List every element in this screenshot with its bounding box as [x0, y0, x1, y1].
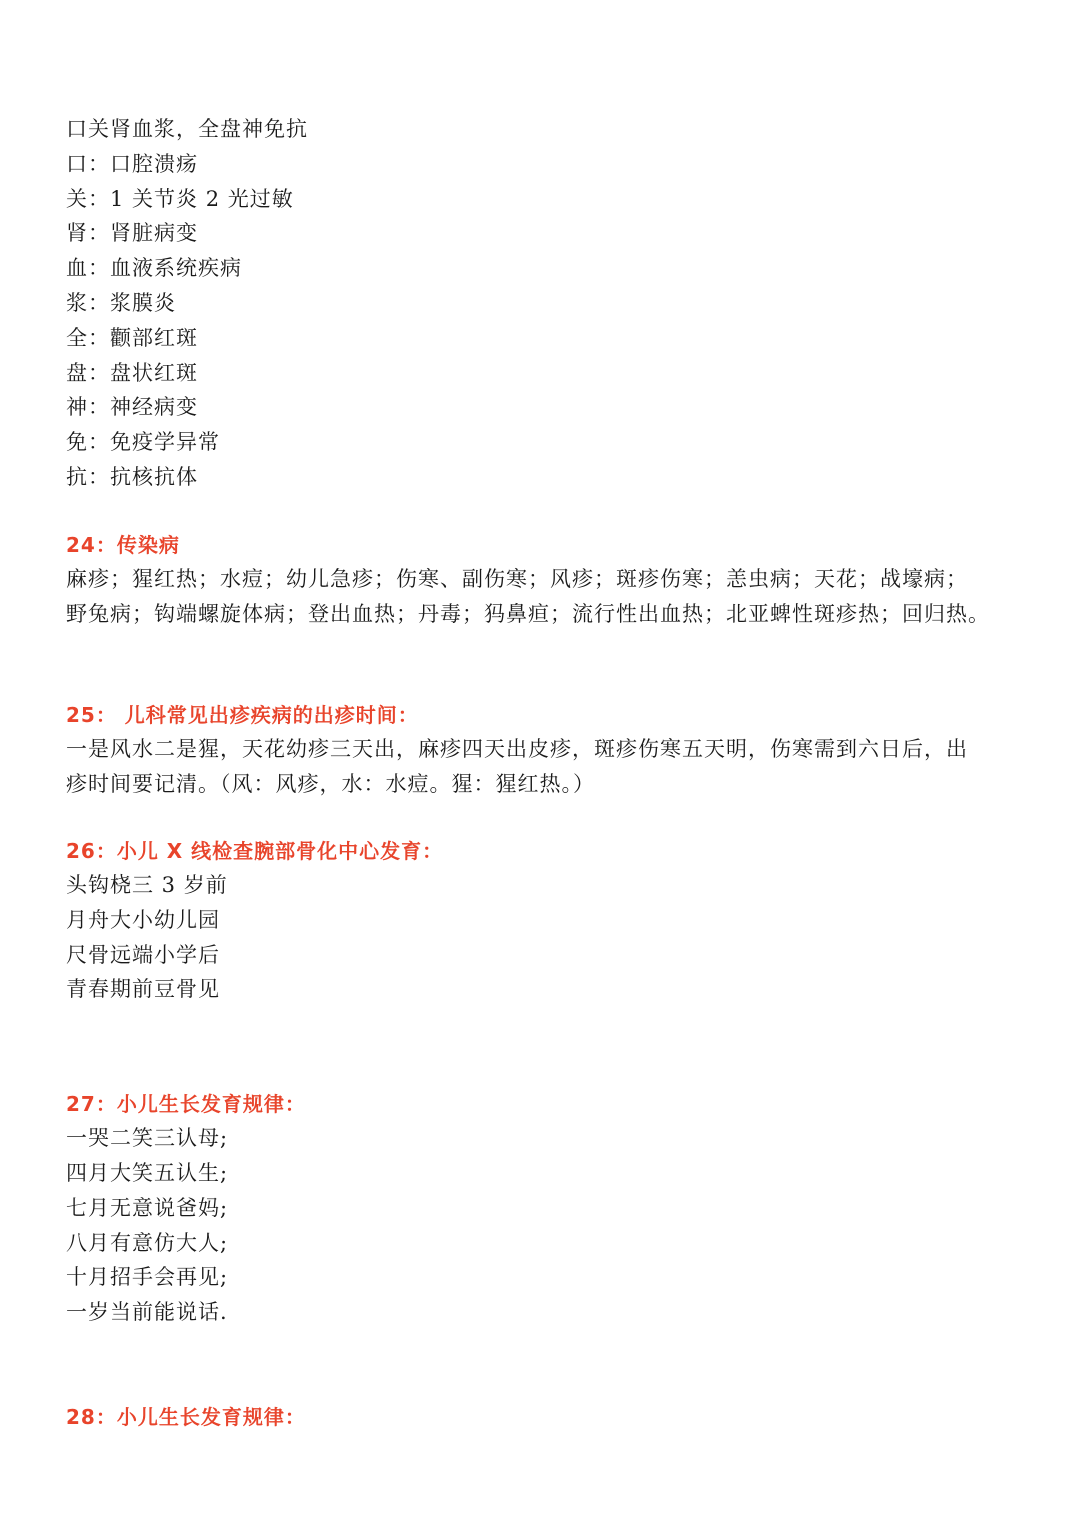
section-heading: 24：传染病 [66, 532, 180, 557]
section-text-line: 月舟大小幼儿园 [66, 907, 220, 932]
section-heading: 26：小儿 X 线检查腕部骨化中心发育： [66, 838, 444, 863]
section-27-growth-milestones [66, 1087, 1026, 1330]
mnemonic-line: 盘：盘状红斑 [66, 360, 198, 385]
section-text-line: 一哭二笑三认母; [66, 1126, 229, 1151]
section-text-line: 一是风水二是猩，天花幼疹三天出，麻疹四天出皮疹，斑疹伤寒五天明，伤寒需到六日后，出 [66, 737, 968, 762]
lupus-mnemonic-block [66, 112, 1026, 495]
section-25-rash-timing [66, 698, 1026, 802]
mnemonic-line: 全：颧部红斑 [66, 325, 198, 350]
mnemonic-line: 神：神经病变 [66, 395, 198, 420]
mnemonic-line: 免：免疫学异常 [66, 430, 220, 455]
section-text-line: 一岁当前能说话. [66, 1300, 228, 1325]
section-28-growth-milestones [66, 1400, 1026, 1434]
mnemonic-line: 抗：抗核抗体 [66, 464, 198, 489]
mnemonic-line: 肾：肾脏病变 [66, 221, 198, 246]
section-heading: 25： 儿科常见出疹疾病的出疹时间： [66, 703, 419, 728]
section-text-line: 头钩桡三 3 岁前 [66, 872, 228, 897]
section-text-line: 疹时间要记清。（风：风疹，水：水痘。猩：猩红热。） [66, 772, 595, 797]
document-body [66, 112, 1026, 1434]
section-24-infectious-diseases [66, 528, 1026, 632]
section-text-line: 七月无意说爸妈; [66, 1195, 229, 1220]
mnemonic-line: 血：血液系统疾病 [66, 256, 242, 281]
section-26-wrist-ossification [66, 834, 1026, 1007]
section-text-line: 青春期前豆骨见 [66, 977, 220, 1002]
mnemonic-line: 关：1 关节炎 2 光过敏 [66, 186, 294, 211]
section-heading: 27：小儿生长发育规律： [66, 1092, 306, 1117]
section-text-line: 四月大笑五认生; [66, 1160, 229, 1185]
mnemonic-line: 口：口腔溃疡 [66, 151, 198, 176]
section-heading: 28：小儿生长发育规律： [66, 1404, 306, 1429]
section-text-line: 麻疹；猩红热；水痘；幼儿急疹；伤寒、副伤寒；风疹；斑疹伤寒；恙虫病；天花；战壕病； [66, 566, 968, 591]
section-text-line: 八月有意仿大人; [66, 1230, 229, 1255]
section-text-line: 野兔病；钩端螺旋体病；登出血热；丹毒；犸鼻疸；流行性出血热；北亚蜱性斑疹热；回归热。 [66, 601, 990, 626]
mnemonic-title: 口关肾血浆，全盘神免抗 [66, 117, 308, 141]
mnemonic-line: 浆：浆膜炎 [66, 290, 176, 315]
section-text-line: 十月招手会再见; [66, 1265, 229, 1290]
section-text-line: 尺骨远端小学后 [66, 942, 220, 967]
